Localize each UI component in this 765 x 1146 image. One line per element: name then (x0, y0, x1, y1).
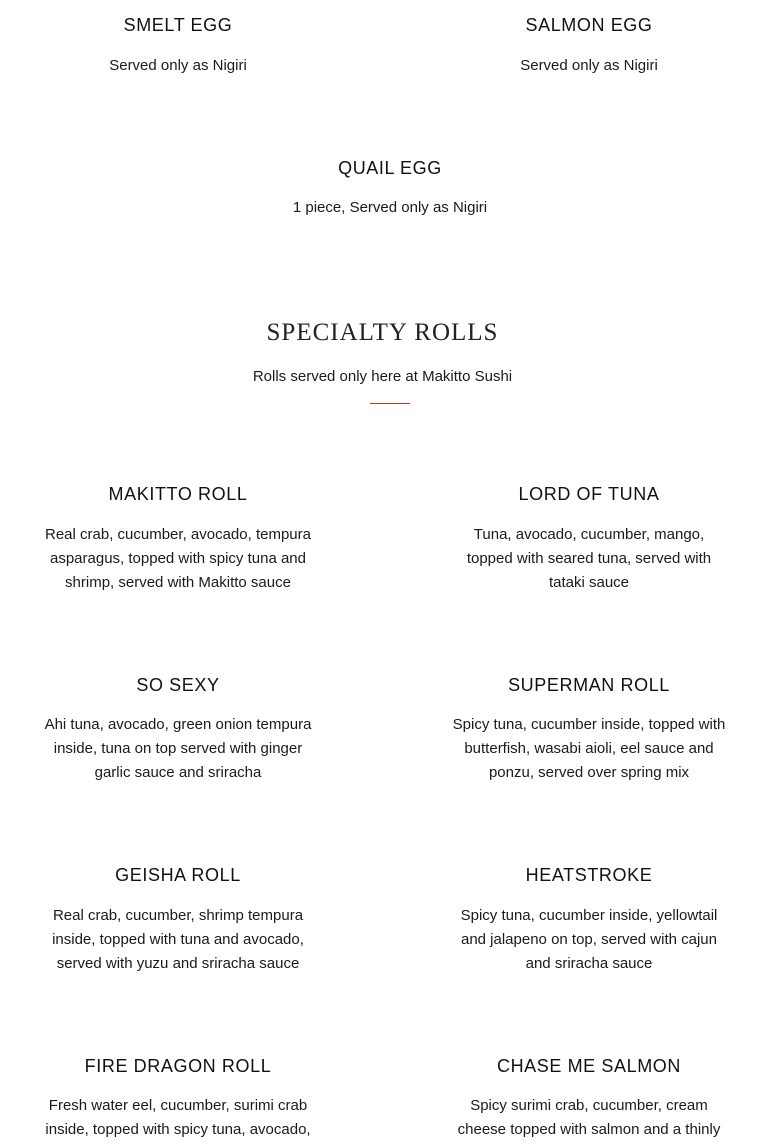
description-line: shrimp, served with Makitto sauce (65, 574, 291, 591)
description-line: inside, tuna on top served with ginger (53, 740, 303, 757)
item-name: SO SEXY (136, 675, 220, 695)
description-line: and sriracha sauce (525, 955, 653, 972)
item-description (18, 904, 338, 976)
item-name: QUAIL EGG (338, 158, 442, 178)
description-line: tataki sauce (548, 574, 630, 591)
menu-item-smelt-egg (18, 14, 338, 78)
description-line: Spicy tuna, cucumber inside, yellowtail (460, 907, 718, 924)
menu-item-superman-roll (429, 674, 749, 785)
menu-item-lord-of-tuna (429, 483, 749, 595)
item-description: Served only as Nigiri (109, 57, 247, 74)
item-description (429, 523, 749, 595)
description-line: Spicy tuna, cucumber inside, topped with (452, 716, 726, 733)
description-line: served with yuzu and sriracha sauce (56, 955, 300, 972)
item-name: FIRE DRAGON ROLL (84, 1056, 272, 1076)
menu-item-makitto-roll (18, 483, 338, 595)
item-name: HEATSTROKE (525, 865, 653, 885)
item-name: SALMON EGG (525, 15, 653, 35)
description-line: Spicy surimi crab, cucumber, cream (470, 1097, 708, 1114)
description-line: garlic sauce and sriracha (94, 764, 262, 781)
section-subtitle: Rolls served only here at Makitto Sushi (252, 368, 513, 385)
item-name: CHASE ME SALMON (496, 1056, 682, 1076)
description-line: Fresh water eel, cucumber, surimi crab (48, 1097, 308, 1114)
item-name: SMELT EGG (123, 15, 233, 35)
section-divider (370, 403, 410, 404)
description-line: ponzu, served over spring mix (488, 764, 690, 781)
item-description: Served only as Nigiri (520, 57, 658, 74)
description-line: butterfish, wasabi aioli, eel sauce and (464, 740, 714, 757)
menu-item-so-sexy (18, 674, 338, 785)
description-line: asparagus, topped with spicy tuna and (49, 550, 306, 567)
description-line: Ahi tuna, avocado, green onion tempura (44, 716, 312, 733)
section-title: SPECIALTY ROLLS (266, 319, 499, 346)
description-line: Tuna, avocado, cucumber, mango, (473, 526, 705, 543)
item-description (429, 904, 749, 976)
description-line: Real crab, cucumber, avocado, tempura (45, 526, 311, 543)
menu-item-quail-egg (222, 157, 558, 220)
menu-item-heatstroke (429, 864, 749, 976)
item-description (18, 1094, 338, 1142)
description-line: and jalapeno on top, served with cajun (460, 931, 717, 948)
item-name: LORD OF TUNA (518, 484, 660, 504)
description-line: cheese topped with salmon and a thinly (457, 1121, 721, 1138)
menu-item-geisha-roll (18, 864, 338, 976)
item-description (18, 523, 338, 595)
description-line: inside, topped with tuna and avocado, (52, 931, 304, 948)
item-description (429, 713, 749, 785)
item-description (18, 713, 338, 785)
menu-item-fire-dragon-roll (18, 1055, 338, 1142)
item-name: SUPERMAN ROLL (508, 675, 670, 695)
item-name: MAKITTO ROLL (108, 484, 248, 504)
menu-item-chase-me-salmon (429, 1055, 749, 1142)
description-line: Real crab, cucumber, shrimp tempura (52, 907, 304, 924)
description-line: topped with seared tuna, served with (466, 550, 712, 567)
item-name: GEISHA ROLL (115, 865, 241, 885)
item-description: 1 piece, Served only as Nigiri (292, 199, 488, 216)
menu-item-salmon-egg (429, 14, 749, 78)
item-description (429, 1094, 749, 1142)
description-line: inside, topped with spicy tuna, avocado, (45, 1121, 311, 1138)
